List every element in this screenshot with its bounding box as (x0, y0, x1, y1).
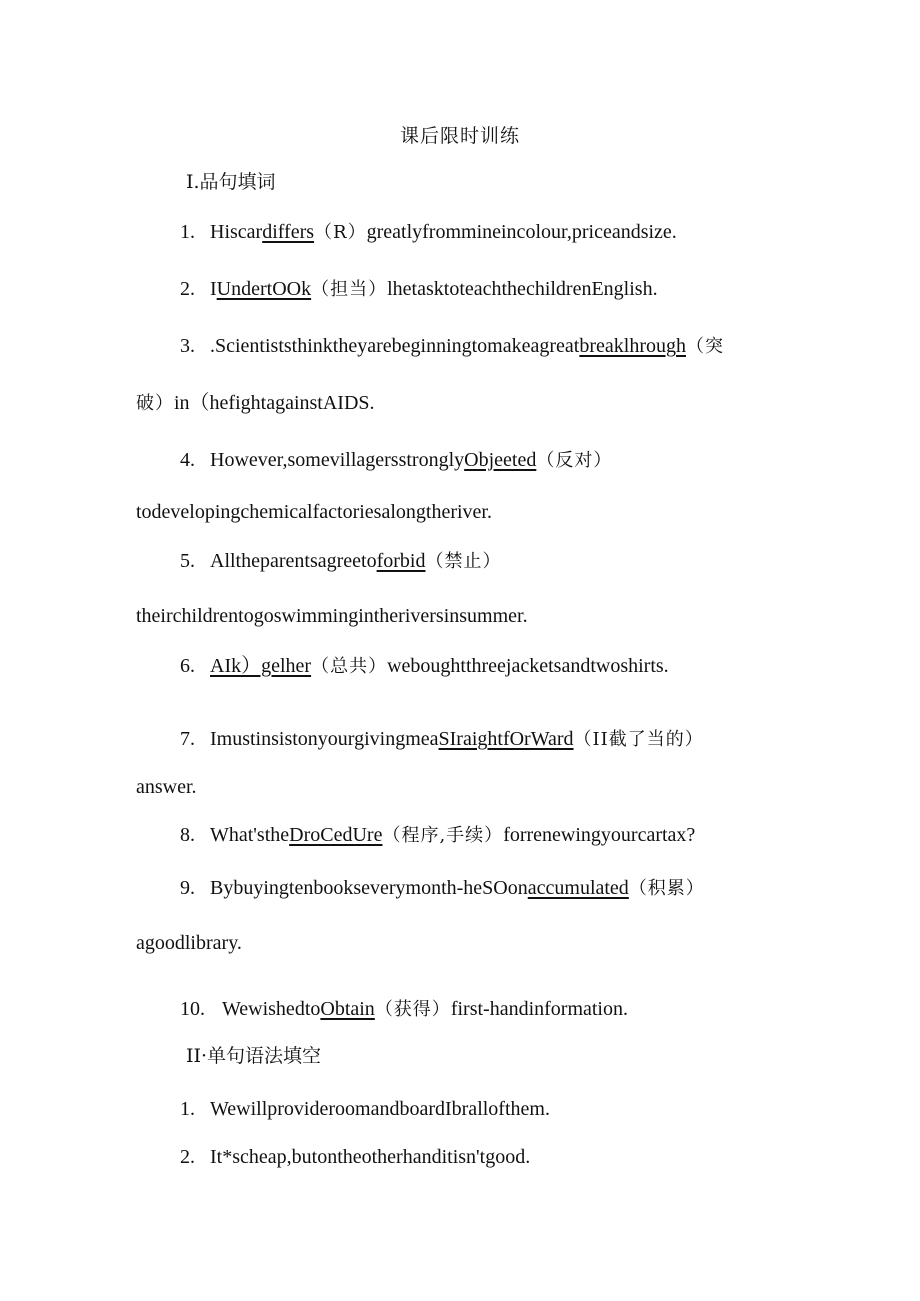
item-text-after: greatlyfrommineincolour,priceandsize. (366, 221, 677, 243)
section-2-heading: II·单句语法填空 (186, 1045, 322, 1067)
grammar-item-1 (180, 1097, 550, 1121)
item-text-after: weboughtthreejacketsandtwoshirts. (387, 655, 669, 677)
chinese-hint: （担当） (311, 279, 388, 300)
item-number: 5. (180, 550, 195, 572)
item-number: 4. (180, 449, 195, 471)
exercise-item-7-continued: answer. (136, 776, 197, 798)
chinese-hint: （反对） (536, 450, 613, 471)
chinese-hint: （总共） (311, 656, 388, 677)
item-number: 7. (180, 728, 195, 750)
item-number: 8. (180, 824, 195, 846)
item-text-before: What'sthe (210, 824, 290, 846)
answer-blank: Obtain (320, 998, 375, 1020)
item-text-after: first-handinformation. (450, 998, 628, 1020)
item-text-before: I (210, 278, 217, 300)
chinese-hint: （获得） (374, 999, 451, 1020)
item-number: 1. (180, 221, 195, 243)
answer-blank: breaklhrough (579, 335, 686, 357)
item-text-after: forrenewingyourcartax? (503, 824, 696, 846)
exercise-item-4-continued: todevelopingchemicalfactoriesalongtheriver. (136, 501, 492, 523)
grammar-item-2 (180, 1145, 530, 1169)
exercise-item-7 (180, 727, 704, 752)
item-number: 3. (180, 335, 195, 357)
item-number: 2. (180, 1146, 195, 1168)
item-text-before: .Scientiststhinktheyarebeginningtomakeagreat (210, 335, 580, 357)
exercise-item-1 (180, 220, 677, 245)
chinese-hint: （突 (685, 336, 724, 357)
item-text-before: Hiscar (210, 221, 263, 243)
chinese-hint: （R） (314, 222, 367, 243)
section-1-heading: I.品句填词 (186, 171, 276, 193)
chinese-hint: （禁止） (425, 551, 502, 572)
item-number: 1. (180, 1098, 195, 1120)
item-text-before: Alltheparentsagreeto (210, 550, 377, 572)
exercise-item-2 (180, 277, 658, 302)
item-number: 9. (180, 877, 195, 899)
answer-blank: differs (262, 221, 315, 243)
answer-blank: AIk）gelher (210, 655, 312, 677)
item-number: 6. (180, 655, 195, 677)
answer-blank: SIraightfOrWard (438, 728, 574, 750)
item-text-before: Wewishedto (222, 998, 321, 1020)
answer-blank: Objeeted (464, 449, 537, 471)
exercise-item-5 (180, 549, 501, 574)
page-title: 课后限时训练 (399, 125, 520, 147)
item-text-before: Bybuyingtenbookseverymonth-heSOon (210, 877, 528, 899)
item-text-continued: in（hefightagainstAIDS. (174, 392, 375, 414)
exercise-item-3-continued (136, 391, 375, 416)
item-text-before: Imustinsistonyourgivingmea (210, 728, 439, 750)
item-number: 10. (180, 998, 205, 1020)
exercise-item-4 (180, 448, 612, 473)
exercise-item-5-continued: theirchildrentogoswimmingintheriversinsummer. (136, 605, 528, 627)
exercise-item-6 (180, 654, 669, 679)
item-text-before: However,somevillagersstrongly (210, 449, 465, 471)
chinese-hint: （积累） (628, 878, 705, 899)
item-text-after: lhetasktoteachthechildrenEnglish. (387, 278, 658, 300)
answer-blank: UndertOOk (216, 278, 312, 300)
exercise-item-9 (180, 876, 705, 901)
exercise-item-10 (180, 997, 628, 1022)
chinese-hint: （程序,手续） (382, 825, 504, 846)
item-text: WewillprovideroomandboardIbrallofthem. (210, 1098, 550, 1120)
answer-blank: accumulated (527, 877, 629, 899)
answer-blank: DroCedUre (289, 824, 383, 846)
exercise-item-9-continued: agoodlibrary. (136, 932, 242, 954)
item-number: 2. (180, 278, 195, 300)
answer-blank: forbid (376, 550, 426, 572)
exercise-item-8 (180, 823, 695, 848)
chinese-hint: （II截了当的） (573, 729, 704, 750)
chinese-hint-continued: 破） (136, 393, 174, 414)
exercise-item-3 (180, 334, 724, 359)
item-text: It*scheap,butontheotherhanditisn'tgood. (210, 1146, 531, 1168)
